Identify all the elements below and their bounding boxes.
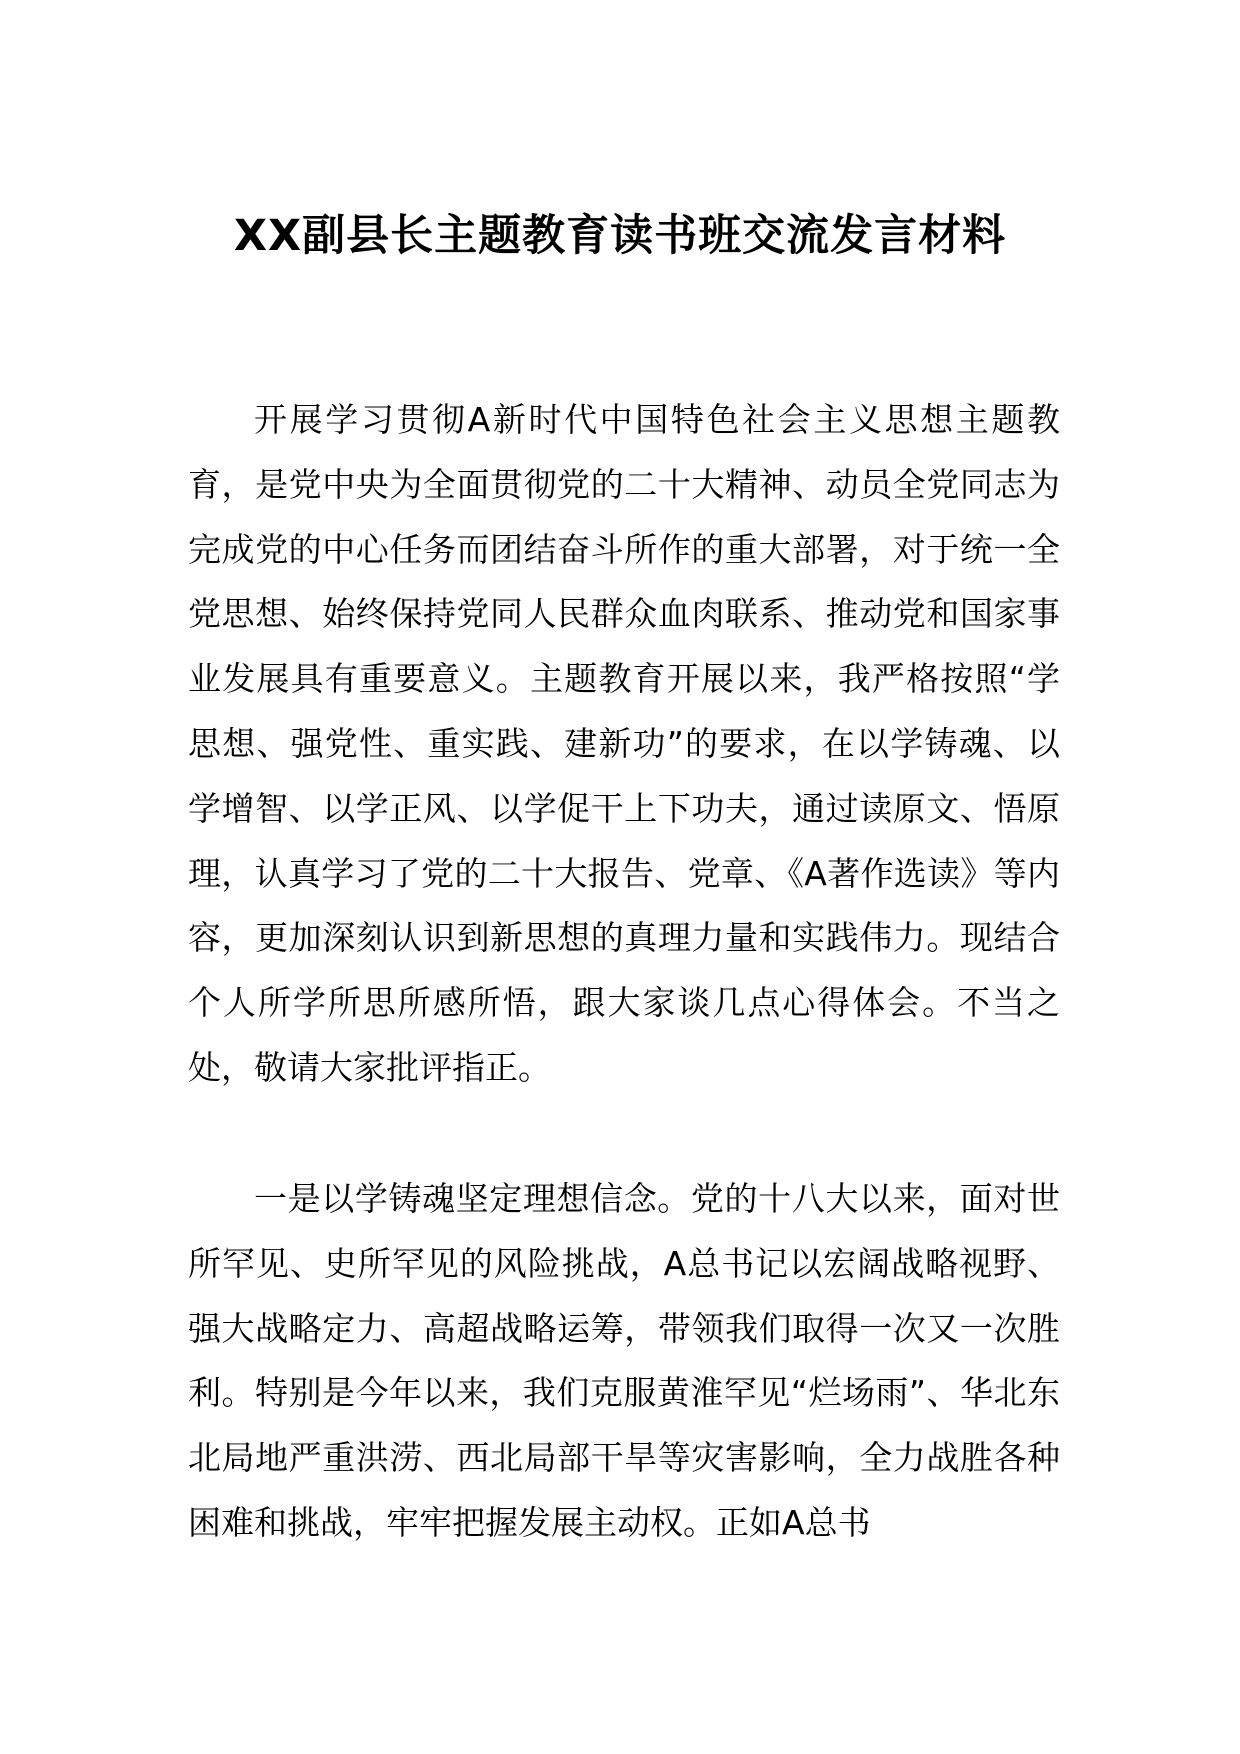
document-title: XX副县长主题教育读书班交流发言材料 xyxy=(233,211,1007,261)
body-paragraph-intro: 开展学习贯彻A新时代中国特色社会主义思想主题教育，是党中央为全面贯彻党的二十大精神、动员全党同志为完成党的中心任务而团结奋斗所作的重大部署，对于统一全党思想、始终保持党同人民群众血肉联系、推动党和国家事业发展具有重要意义。主题教育开展以来，我严格按照“学思想、强党性、重实践、建新功”的要求，在以学铸魂、以学增智、以学正风、以学促干上下功夫，通过读原文、悟原理，认真学习了党的二十大报告、党章、《A著作选读》等内容，更加深刻认识到新思想的真理力量和实践伟力。现结合个人所学所思所感所悟，跟大家谈几点心得体会。不当之处，敬请大家批评指正。 xyxy=(188,400,1060,1087)
body-paragraph-point-one: 一是以学铸魂坚定理想信念。党的十八大以来，面对世所罕见、史所罕见的风险挑战，A总书记以宏阔战略视野、强大战略定力、高超战略运筹，带领我们取得一次又一次胜利。特别是今年以来，我们克服黄淮罕见“烂场雨”、华北东北局地严重洪涝、西北局部干旱等灾害影响，全力战胜各种困难和挑战，牢牢把握发展主动权。正如A总书 xyxy=(188,1179,1060,1542)
